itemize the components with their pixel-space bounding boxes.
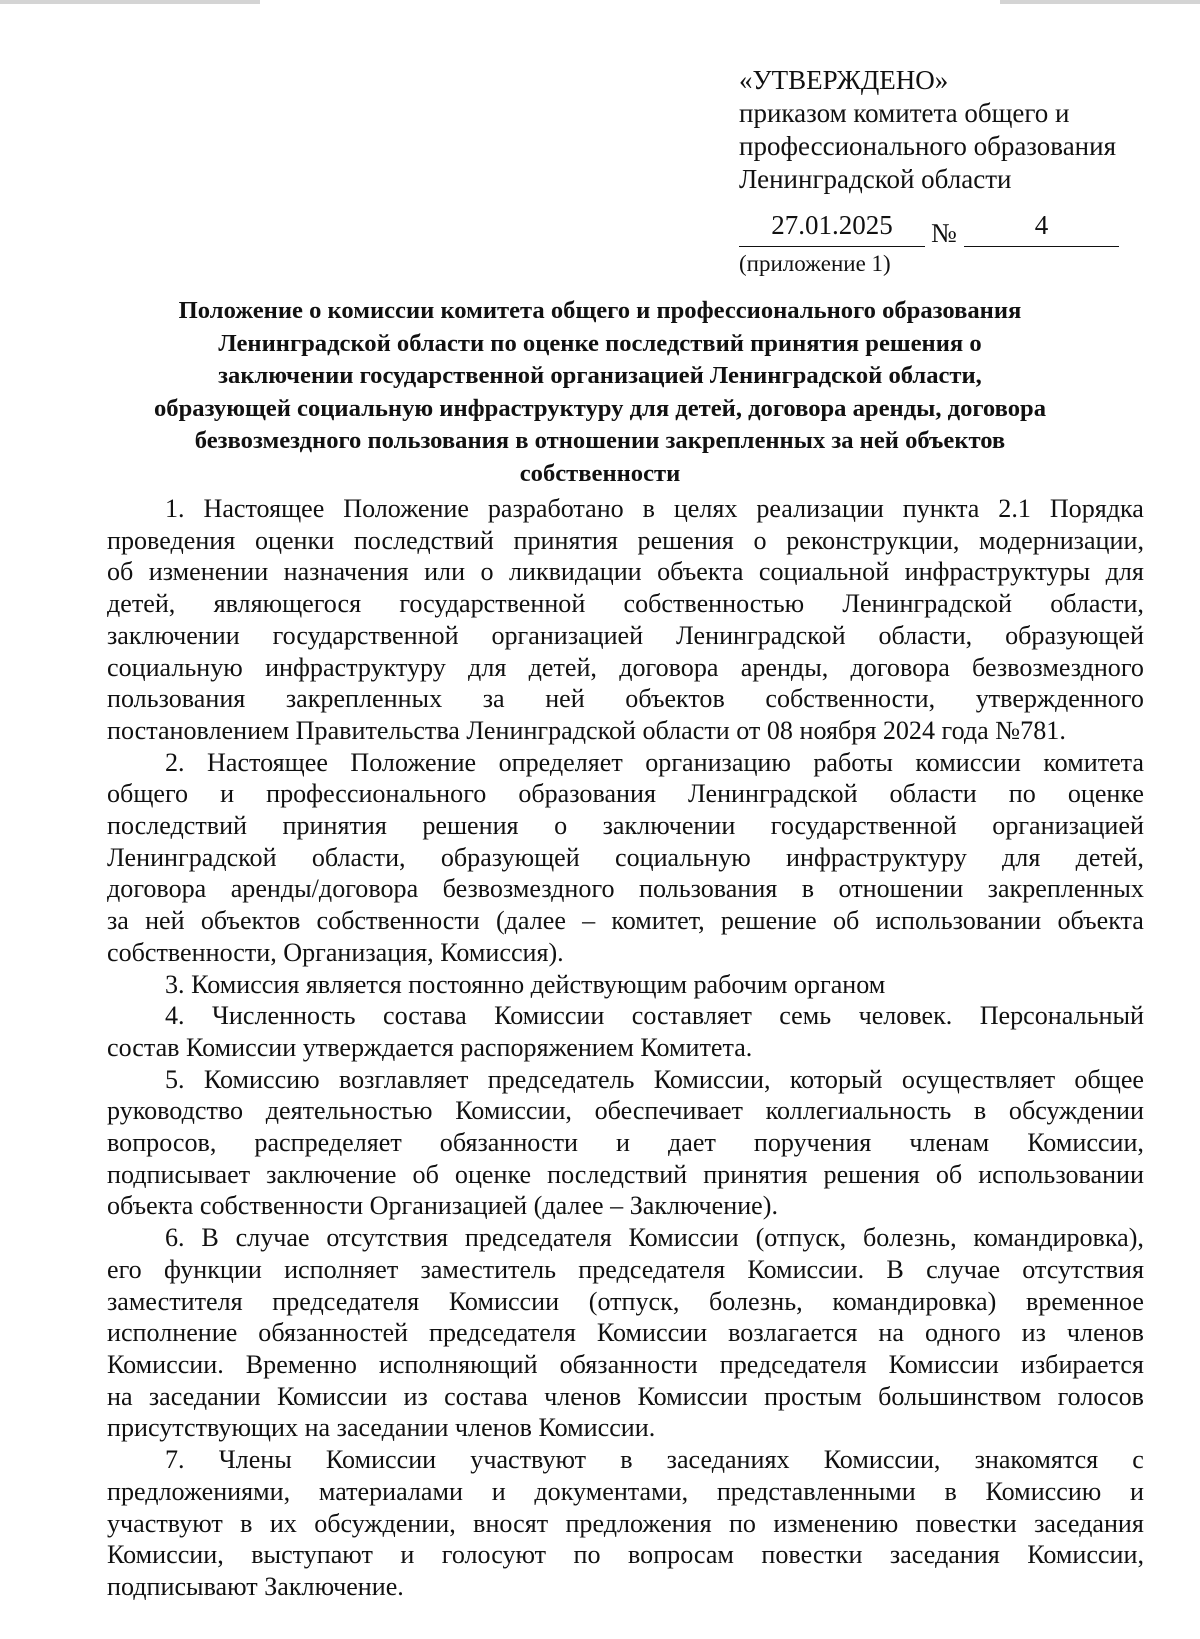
paragraph-line: его функции исполняет заместитель председателя Комиссии. В случае отсутствия xyxy=(107,1254,1144,1284)
paragraph-line: Комиссии, выступают и голосуют по вопросам повестки заседания Комиссии, xyxy=(107,1540,1144,1570)
approval-line: Ленинградской области xyxy=(739,164,1012,194)
title-line: Положение о комиссии комитета общего и профессионального образования xyxy=(178,297,1022,324)
title-line: Ленинградской области по оценке последствий принятия решения о xyxy=(218,329,982,357)
paragraph-line: 6. В случае отсутствия председателя Комиссии (отпуск, болезнь, командировка), xyxy=(165,1223,1144,1253)
paragraph-line: собственности, Организация, Комиссия). xyxy=(107,937,564,967)
title-line: собственности xyxy=(519,459,681,487)
paragraph-line: подписывают Заключение. xyxy=(107,1571,404,1601)
title-line: заключении государственной организацией Ленинградской области, xyxy=(218,362,982,389)
paragraph-line: подписывает заключение об оценке последствий принятия решения об использовании xyxy=(107,1159,1144,1189)
approval-heading: «УТВЕРЖДЕНО» xyxy=(739,65,949,95)
paragraph xyxy=(107,1064,1144,1223)
paragraph-line: 2. Настоящее Положение определяет организацию работы комиссии комитета xyxy=(165,747,1144,777)
paragraph-line: проведения оценки последствий принятия решения о реконструкции, модернизации, xyxy=(107,525,1144,555)
scan-artifact xyxy=(0,0,260,4)
paragraph-line: Ленинградской области, образующей социальную инфраструктуру для детей, xyxy=(107,842,1144,872)
paragraph xyxy=(107,1000,1144,1063)
paragraph-line: участвуют в их обсуждении, вносят предложения по изменению повестки заседания xyxy=(107,1508,1144,1538)
document-title xyxy=(100,295,1100,490)
approval-line: профессионального образования xyxy=(739,131,1116,161)
paragraph xyxy=(107,969,1144,1001)
paragraph-line: 4. Численность состава Комиссии составляет семь человек. Персональный xyxy=(165,1001,1144,1031)
paragraph-line: на заседании Комиссии из состава членов Комиссии простым большинством голосов xyxy=(107,1381,1144,1411)
document-body xyxy=(107,493,1144,1603)
order-number: 4 xyxy=(964,208,1119,247)
paragraph-line: присутствующих на заседании членов Комиссии. xyxy=(107,1413,656,1443)
paragraph-line: руководство деятельностью Комиссии, обеспечивает коллегиальность в обсуждении xyxy=(107,1096,1144,1126)
paragraph xyxy=(107,1444,1144,1603)
paragraph-line: заместителя председателя Комиссии (отпуск, болезнь, командировка) временное xyxy=(107,1286,1144,1316)
paragraph-line: исполнение обязанностей председателя Комиссии возлагается на одного из членов xyxy=(107,1318,1144,1348)
paragraph-line: пользования закрепленных за ней объектов собственности, утвержденного xyxy=(107,684,1144,714)
paragraph-line: общего и профессионального образования Ленинградской области по оценке xyxy=(107,779,1144,809)
paragraph-line: предложениями, материалами и документами, представленными в Комиссию и xyxy=(107,1476,1144,1506)
title-line: образующей социальную инфраструктуру для детей, договора аренды, договора xyxy=(154,394,1046,422)
paragraph-line: 1. Настоящее Положение разработано в целях реализации пункта 2.1 Порядка xyxy=(165,494,1144,523)
paragraph xyxy=(107,493,1144,747)
paragraph-line: 5. Комиссию возглавляет председатель Комиссии, который осуществляет общее xyxy=(165,1064,1144,1094)
scan-artifact xyxy=(1000,0,1200,4)
approval-block xyxy=(739,64,1159,196)
order-details xyxy=(739,208,1129,248)
paragraph-line: 7. Члены Комиссии участвуют в заседаниях Комиссии, знакомятся с xyxy=(165,1445,1144,1475)
paragraph-line: социальную инфраструктуру для детей, договора аренды, договора безвозмездного xyxy=(107,652,1144,682)
approval-line: приказом комитета общего и xyxy=(739,98,1070,128)
paragraph xyxy=(107,1222,1144,1444)
paragraph-line: объекта собственности Организацией (далее – Заключение). xyxy=(107,1191,778,1221)
paragraph-line: 3. Комиссия является постоянно действующим рабочим органом xyxy=(165,969,886,999)
title-line: безвозмездного пользования в отношении закрепленных за ней объектов xyxy=(194,427,1006,454)
paragraph-line: детей, являющегося государственной собственностью Ленинградской области, xyxy=(107,589,1144,619)
paragraph xyxy=(107,747,1144,969)
paragraph-line: последствий принятия решения о заключении государственной организацией xyxy=(107,811,1144,841)
paragraph-line: постановлением Правительства Ленинградской области от 08 ноября 2024 года №781. xyxy=(107,715,1066,745)
appendix-label: (приложение 1) xyxy=(739,251,891,276)
paragraph-line: Комиссии. Временно исполняющий обязанности председателя Комиссии избирается xyxy=(107,1349,1144,1379)
paragraph-line: вопросов, распределяет обязанности и дает поручения членам Комиссии, xyxy=(107,1128,1144,1158)
paragraph-line: договора аренды/договора безвозмездного пользования в отношении закрепленных xyxy=(107,874,1144,904)
order-date: 27.01.2025 xyxy=(739,208,925,247)
order-number-sign: № xyxy=(931,218,957,248)
paragraph-line: за ней объектов собственности (далее – комитет, решение об использовании объекта xyxy=(107,906,1144,936)
paragraph-line: состав Комиссии утверждается распоряжением Комитета. xyxy=(107,1032,753,1062)
paragraph-line: заключении государственной организацией Ленинградской области, образующей xyxy=(107,620,1144,650)
paragraph-line: об изменении назначения или о ликвидации объекта социальной инфраструктуры для xyxy=(107,557,1144,587)
